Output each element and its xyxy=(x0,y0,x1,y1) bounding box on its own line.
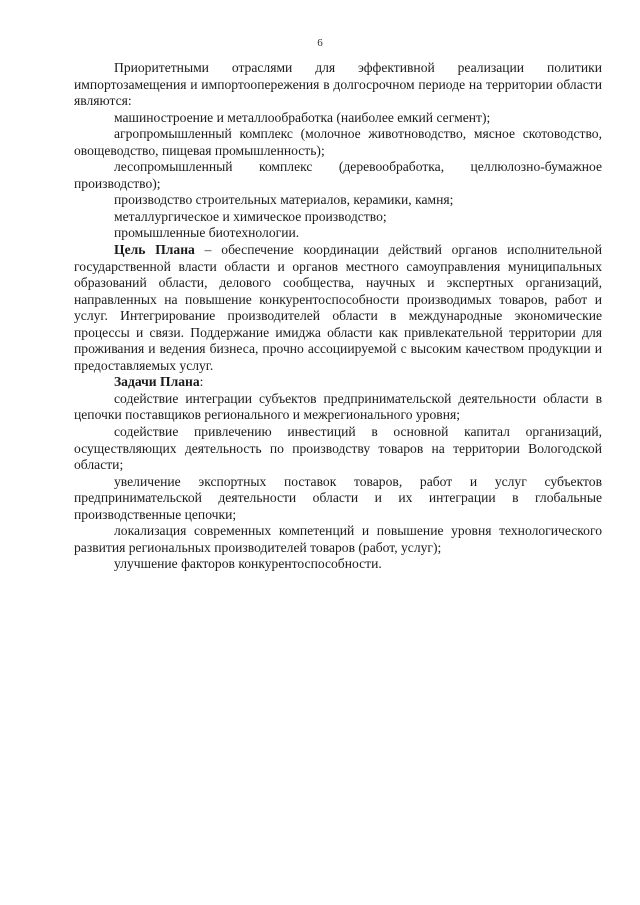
page-number: 6 xyxy=(317,37,323,49)
list-item-machine-building: машиностроение и металлообработка (наиболее емкий сегмент); xyxy=(114,109,491,125)
paragraph-plan-goal xyxy=(74,242,602,374)
plan-goal-heading: Цель Плана xyxy=(114,242,195,258)
paragraph-plan-tasks xyxy=(74,374,602,391)
task-item-integration: содействие интеграции субъектов предпринимательской деятельности области в цепочки поставщиков регионального и межрегионального уровня; xyxy=(74,390,602,423)
list-item-timber-industry: лесопромышленный комплекс (деревообработка, целлюлозно-бумажное производство); xyxy=(74,159,602,191)
plan-tasks-colon: : xyxy=(199,374,204,390)
list-item-biotechnology: промышленные биотехнологии. xyxy=(114,225,300,241)
task-item-localization: локализация современных компетенций и повышение уровня технологического развития региональных производителей товаров (работ, услуг); xyxy=(74,523,602,555)
list-item-metallurgy-chemistry: металлургическое и химическое производство; xyxy=(114,208,387,224)
list-item-construction-materials: производство строительных материалов, керамики, камня; xyxy=(114,192,454,208)
plan-goal-text: – обеспечение координации действий органов исполнительной государственной власти области и органов местного самоуправления муниципальных образований области, делового сообщества, научных и экспертных организаций, направленных на повышение конкурентоспособности производимых товаров, работ и услуг. Интегрирование производителей области в международные экономические процессы и связи. Поддержание имиджа области как привлекательной территории для проживания и ведения бизнеса, прочно ассоциируемой с высоким качеством продукции и предоставляемых услуг. xyxy=(74,242,602,373)
task-item-exports: увеличение экспортных поставок товаров, работ и услуг субъектов предпринимательской деятельности области и их интеграции в глобальные производственные цепочки; xyxy=(74,473,602,522)
list-item-agro-industrial: агропромышленный комплекс (молочное животноводство, мясное скотоводство, овощеводство, пищевая промышленность); xyxy=(74,126,602,158)
paragraph-priority-sectors: Приоритетными отраслями для эффективной реализации политики импортозамещения и импортоопережения в долгосрочном периоде на территории области являются: xyxy=(74,60,602,109)
document-body xyxy=(74,60,602,573)
plan-tasks-heading: Задачи Плана xyxy=(114,374,200,390)
task-item-investments: содействие привлечению инвестиций в основной капитал организаций, осуществляющих деятельность по производству товаров на территории Вологодской области; xyxy=(74,424,602,473)
task-item-competitiveness: улучшение факторов конкурентоспособности. xyxy=(114,556,382,572)
